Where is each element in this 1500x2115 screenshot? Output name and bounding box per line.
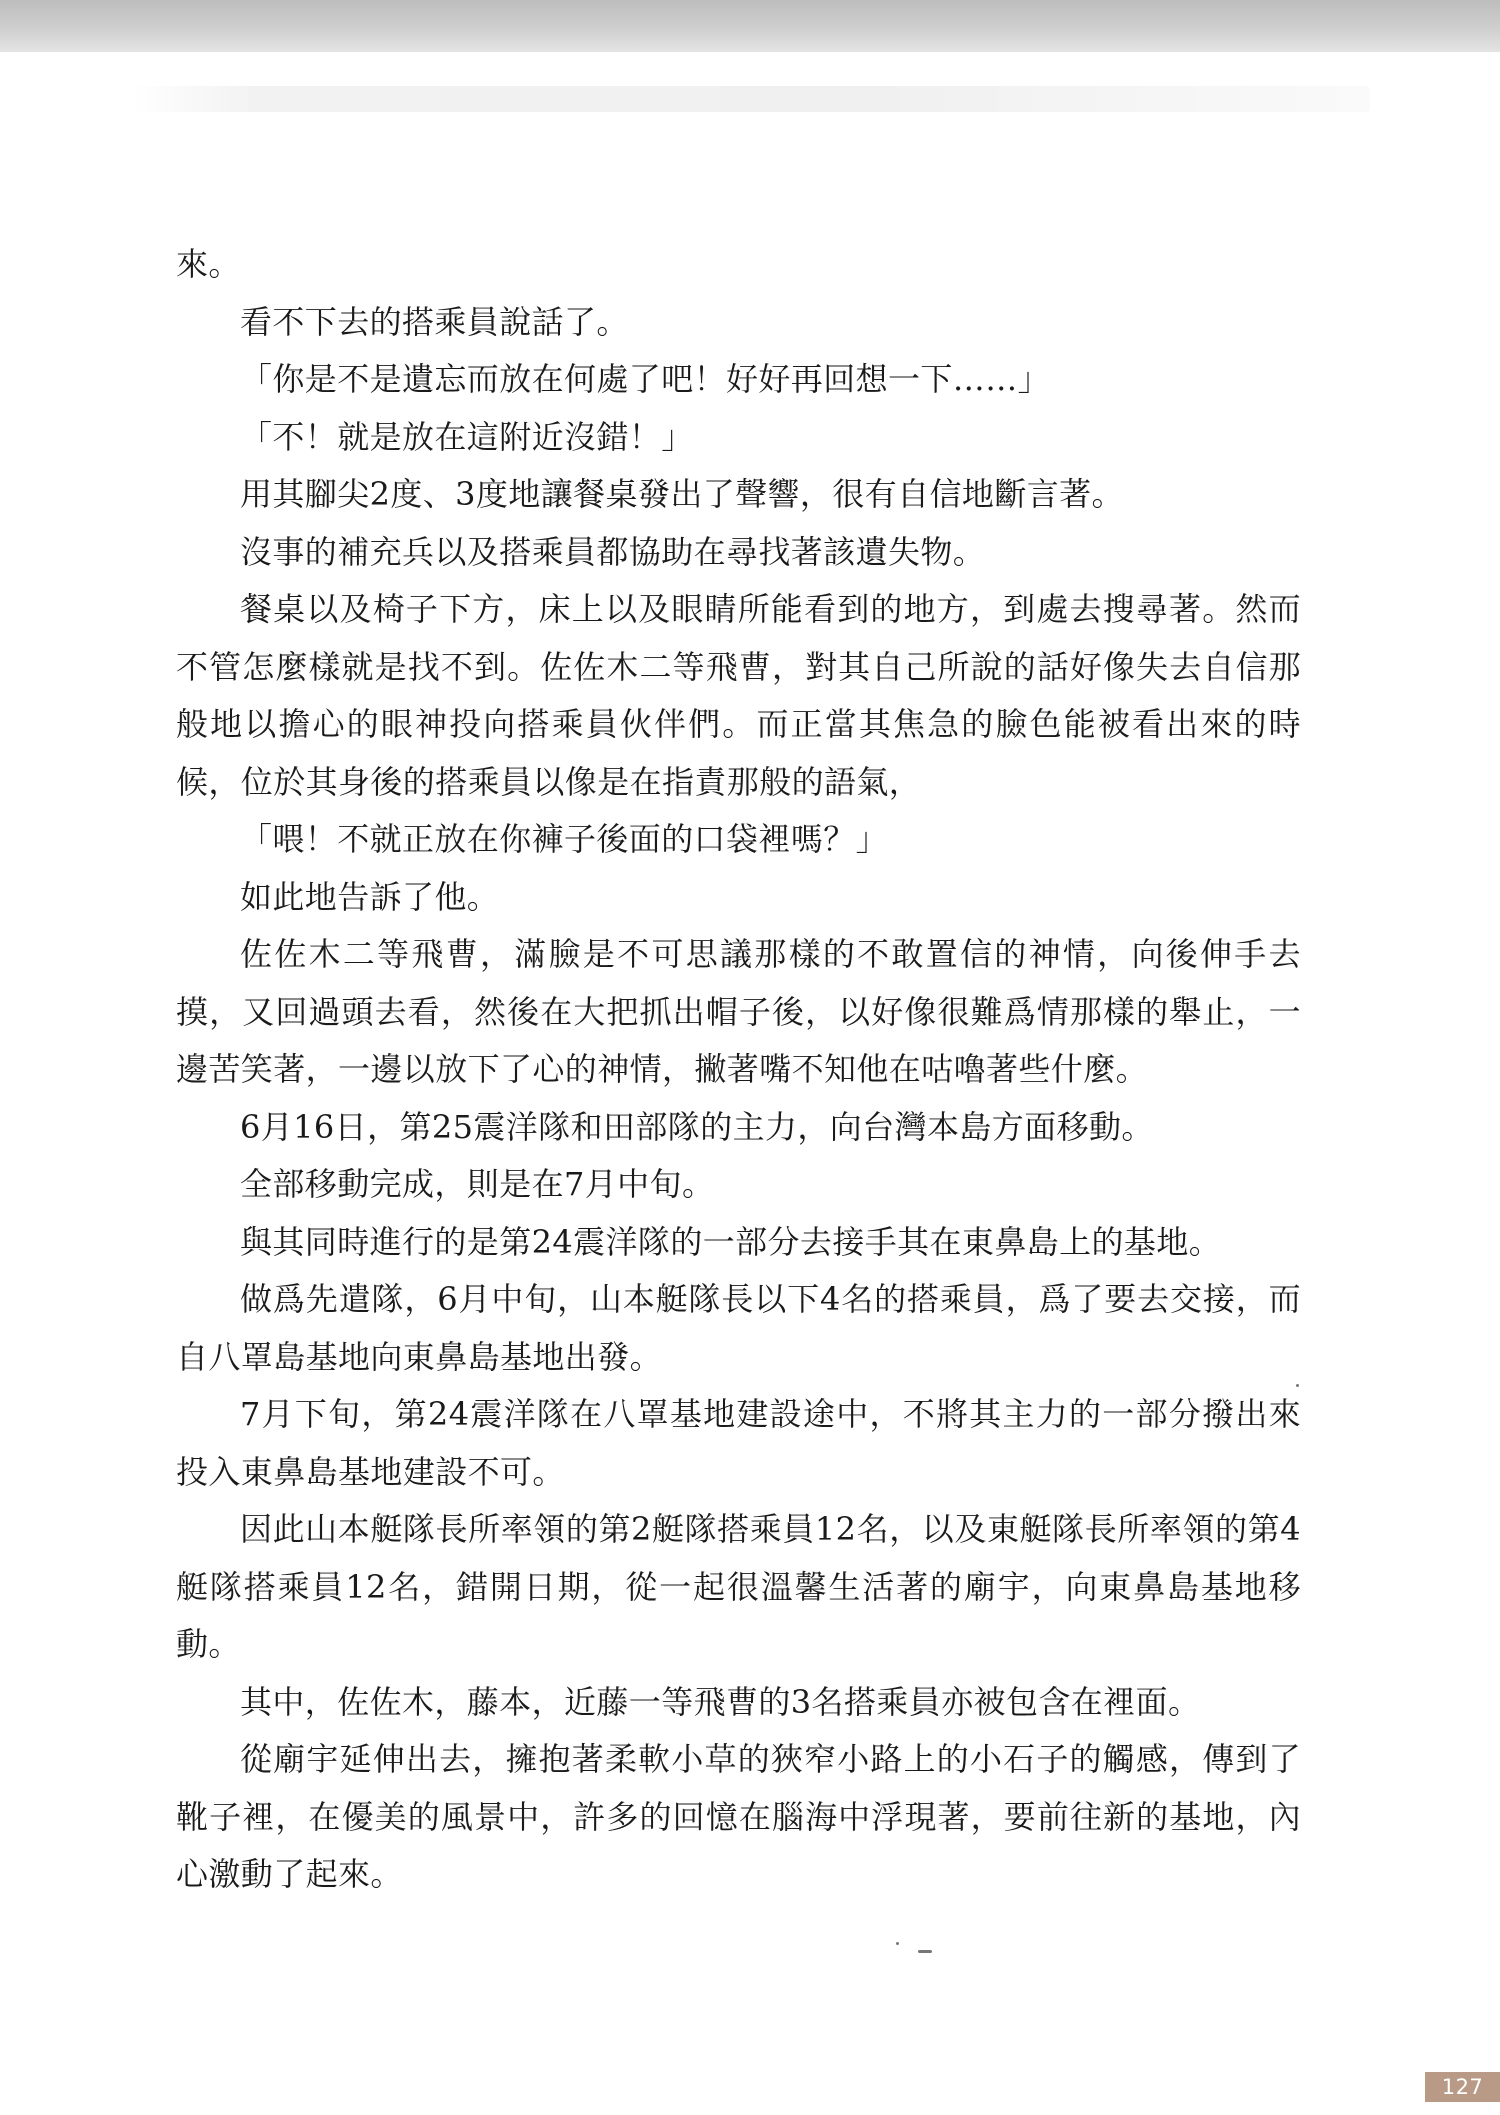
scan-speck [918, 1950, 932, 1953]
paragraph-7: 餐桌以及椅子下方，床上以及眼睛所能看到的地方，到處去搜尋著。然而不管怎麼樣就是找不到。佐佐木二等飛曹，對其自己所說的話好像失去自信那般地以擔心的眼神投向搭乘員伙伴們。而正當其焦急的臉色能被看出來的時候，位於其身後的搭乘員以像是在指責那般的語氣， [176, 590, 1301, 801]
paragraph-11: 6月16日，第25震洋隊和田部隊的主力，向台灣本島方面移動。 [240, 1107, 1154, 1146]
paragraph-9: 如此地告訴了他。 [240, 877, 500, 916]
scan-speck [1296, 1384, 1299, 1387]
paragraph-10: 佐佐木二等飛曹，滿臉是不可思議那樣的不敢置信的神情，向後伸手去摸，又回過頭去看，然後在大把抓出帽子後，以好像很難爲情那樣的舉止，一邊苦笑著，一邊以放下了心的神情，撇著嘴不知他在咕嚕著些什麼。 [176, 935, 1301, 1088]
page-body [176, 236, 1301, 1904]
paragraph-4: 「不！就是放在這附近沒錯！」 [240, 417, 694, 456]
paragraph-16: 因此山本艇隊長所率領的第2艇隊搭乘員12名，以及東艇隊長所率領的第4艇隊搭乘員12名，錯開日期，從一起很溫馨生活著的廟宇，向東鼻島基地移動。 [176, 1510, 1301, 1663]
paragraph-12: 全部移動完成，則是在7月中旬。 [240, 1165, 715, 1203]
scan-top-shadow [0, 0, 1500, 52]
paragraph-8: 「喂！不就正放在你褲子後面的口袋裡嗎？」 [240, 820, 889, 858]
faded-running-header [130, 86, 1370, 112]
paragraph-3: 「你是不是遺忘而放在何處了吧！好好再回想一下……」 [240, 360, 1051, 398]
page-number-badge: 127 [1425, 2072, 1500, 2102]
paragraph-17: 其中，佐佐木，藤本，近藤一等飛曹的3名搭乘員亦被包含在裡面。 [240, 1682, 1201, 1721]
paragraph-1: 來。 [176, 245, 241, 283]
paragraph-15: 7月下旬，第24震洋隊在八罩基地建設途中，不將其主力的一部分撥出來投入東鼻島基地建設不可。 [176, 1395, 1301, 1491]
scan-speck [896, 1942, 899, 1945]
paragraph-18: 從廟宇延伸出去，擁抱著柔軟小草的狹窄小路上的小石子的觸感，傳到了靴子裡，在優美的風景中，許多的回憶在腦海中浮現著，要前往新的基地，內心激動了起來。 [176, 1740, 1301, 1893]
paragraph-5: 用其腳尖2度、3度地讓餐桌發出了聲響，很有自信地斷言著。 [240, 475, 1124, 513]
paragraph-6: 沒事的補充兵以及搭乘員都協助在尋找著該遺失物。 [240, 532, 986, 571]
paragraph-14: 做爲先遣隊，6月中旬，山本艇隊長以下4名的搭乘員，爲了要去交接，而自八罩島基地向東鼻島基地出發。 [176, 1280, 1301, 1376]
paragraph-2: 看不下去的搭乘員說話了。 [240, 302, 629, 341]
paragraph-13: 與其同時進行的是第24震洋隊的一部分去接手其在東鼻島上的基地。 [240, 1222, 1222, 1261]
